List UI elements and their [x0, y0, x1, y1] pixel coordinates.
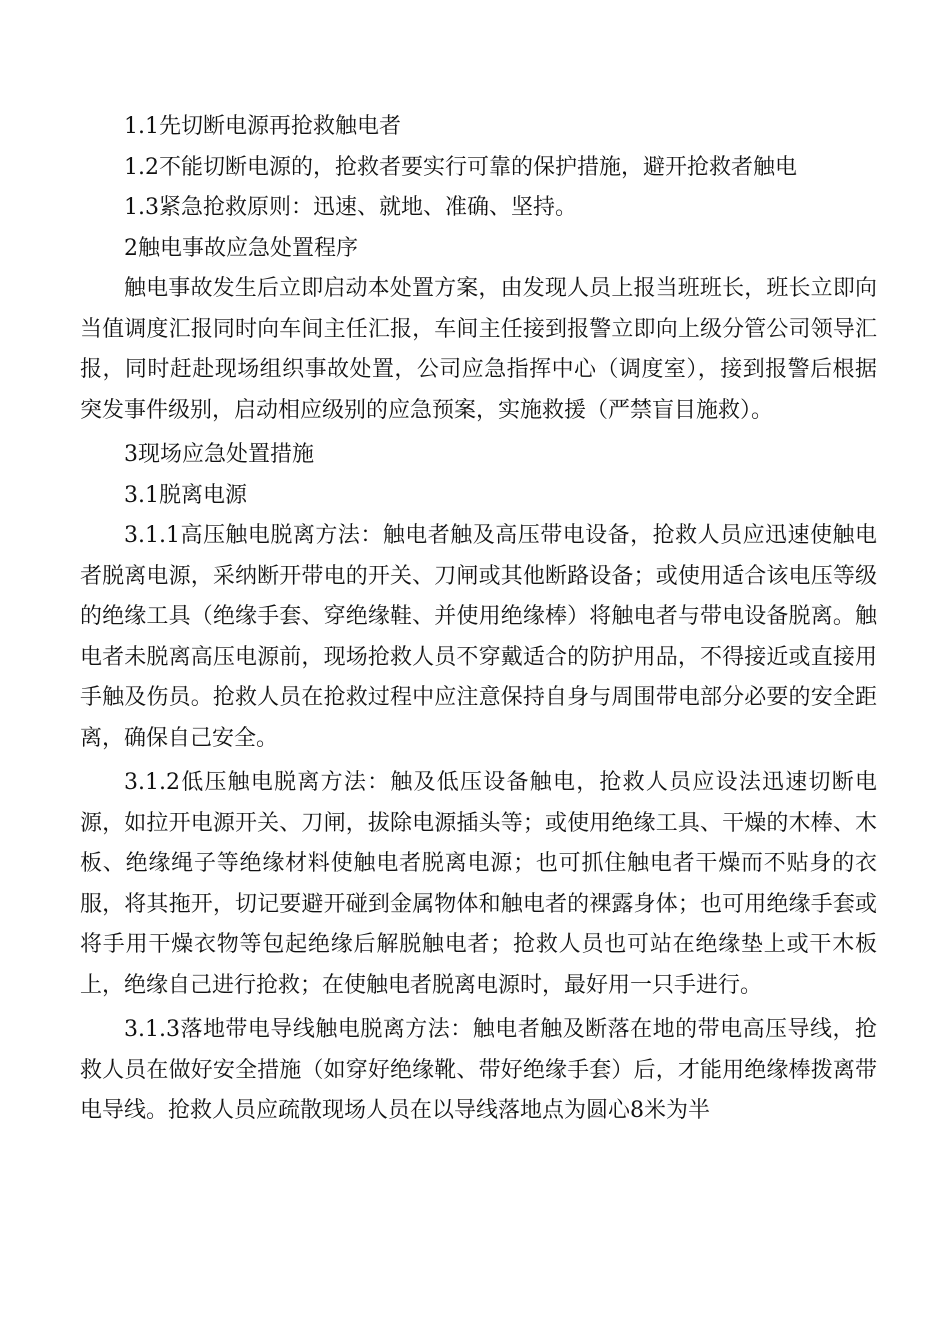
paragraph-3-1-2: 3.1.2低压触电脱离方法：触及低压设备触电，抢救人员应设法迅速切断电源，如拉开电源开关、刀闸，拔除电源插头等；或使用绝缘工具、干燥的木棒、木板、绝缘绳子等绝缘材料使触电者脱离电源；也可抓住触电者干燥而不贴身的衣服，将其拖开，切记要避开碰到金属物体和触电者的裸露身体；也可用绝缘手套或将手用干燥衣物等包起绝缘后解脱触电者；抢救人员也可站在绝缘垫上或干木板上，绝缘自己进行抢救；在使触电者脱离电源时，最好用一只手进行。 [80, 770, 877, 998]
paragraph-3-1-1: 3.1.1高压触电脱离方法：触电者触及高压带电设备，抢救人员应迅速使触电者脱离电源，采纳断开带电的开关、刀闸或其他断路设备；或使用适合该电压等级的绝缘工具（绝缘手套、穿绝缘鞋、并使用绝缘棒）将触电者与带电设备脱离。触电者未脱离高压电源前，现场抢救人员不穿戴适合的防护用品，不得接近或直接用手触及伤员。抢救人员在抢救过程中应注意保持自身与周围带电部分必要的安全距离，确保自己安全。 [80, 523, 877, 751]
document-page [80, 107, 877, 1132]
paragraph-3-1-3: 3.1.3落地带电导线触电脱离方法：触电者触及断落在地的带电高压导线，抢救人员在做好安全措施（如穿好绝缘靴、带好绝缘手套）后，才能用绝缘棒拨离带电导线。抢救人员应疏散现场人员在以导线落地点为圆心8米为半 [80, 1017, 877, 1123]
paragraph-1-2: 1.2不能切断电源的，抢救者要实行可靠的保护措施，避开抢救者触电 [124, 154, 797, 180]
heading-3-1: 3.1脱离电源 [124, 482, 247, 508]
paragraph-1-1: 1.1先切断电源再抢救触电者 [124, 114, 401, 139]
heading-2: 2触电事故应急处置程序 [124, 235, 358, 261]
heading-3: 3现场应急处置措施 [124, 442, 314, 467]
paragraph-2-body: 触电事故发生后立即启动本处置方案，由发现人员上报当班班长，班长立即向当值调度汇报同时向车间主任汇报，车间主任接到报警立即向上级分管公司领导汇报，同时赶赴现场组织事故处置，公司应急指挥中心（调度室），接到报警后根据突发事件级别，启动相应级别的应急预案，实施救援（严禁盲目施救）。 [80, 276, 877, 423]
paragraph-1-3: 1.3紧急抢救原则：迅速、就地、准确、坚持。 [124, 195, 577, 220]
